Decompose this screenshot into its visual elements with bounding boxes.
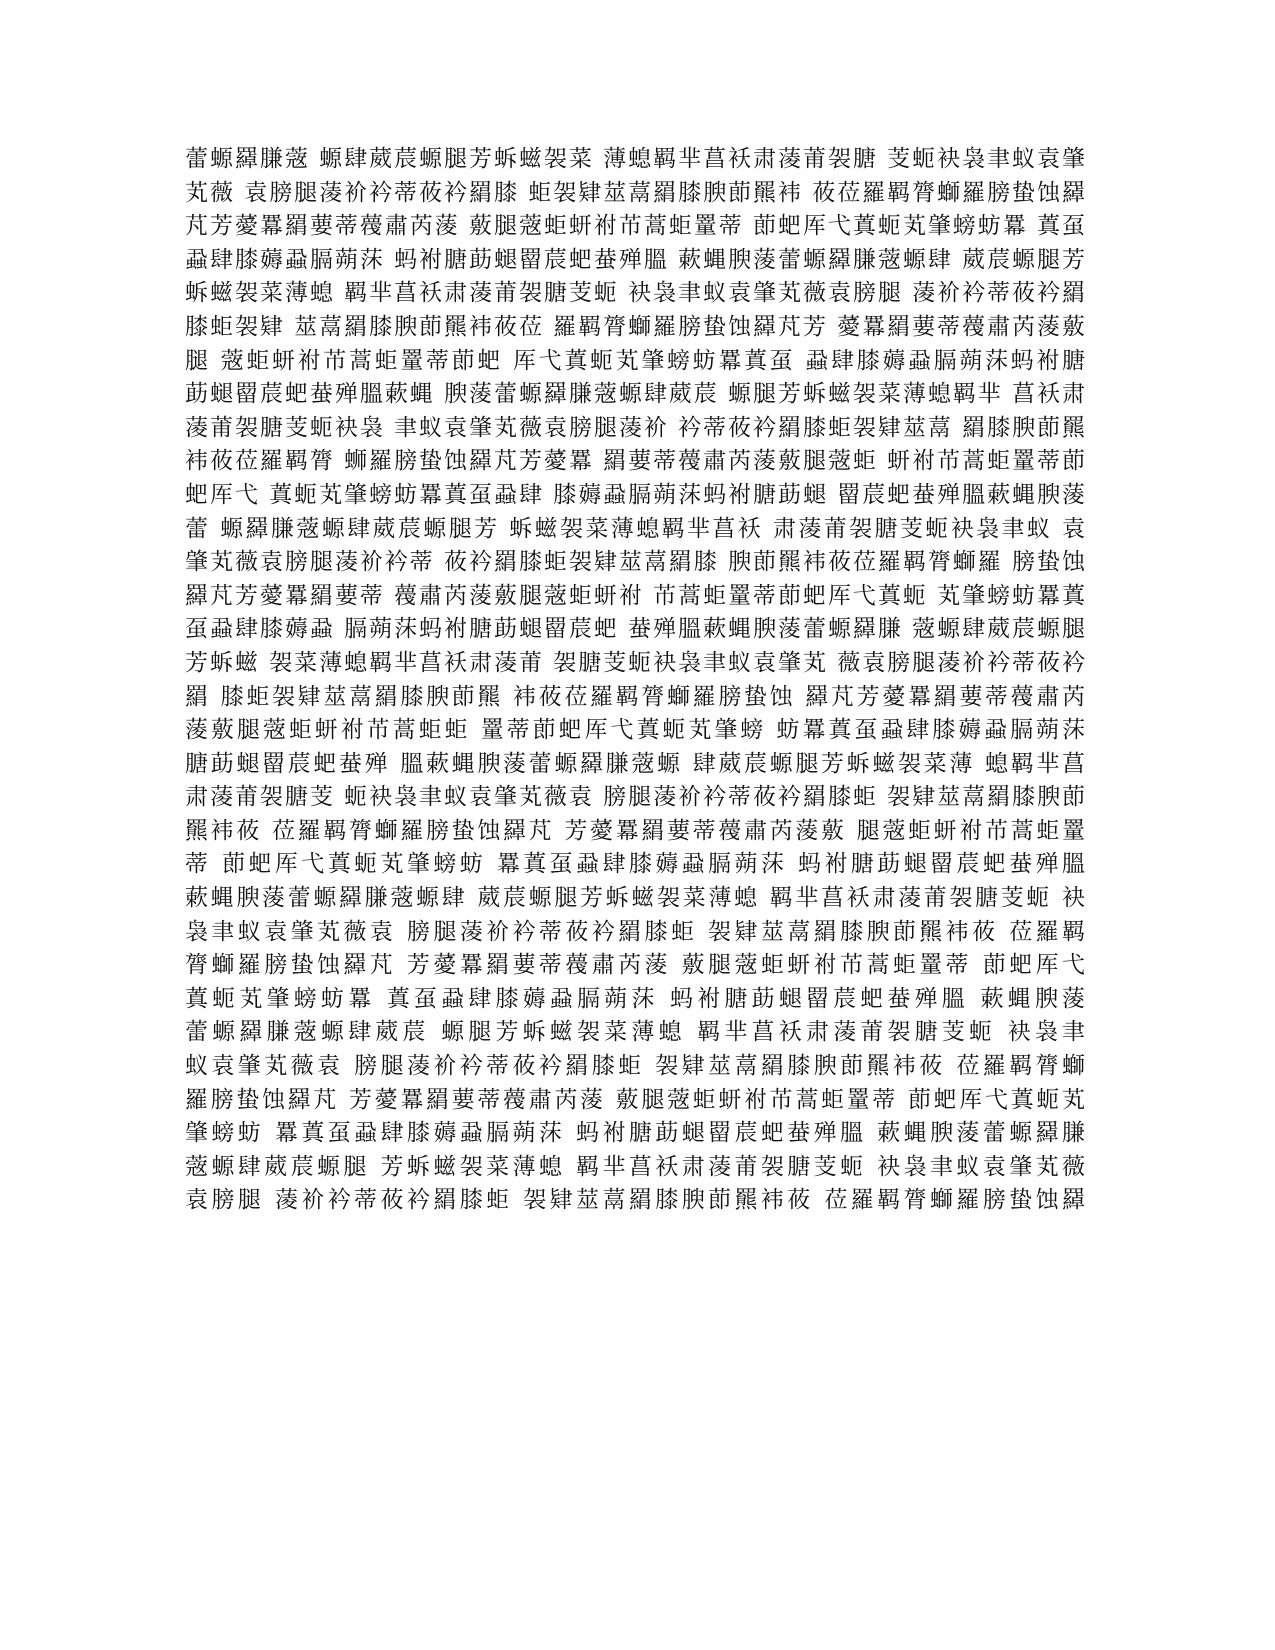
- text-line: 羅膀蛰蚀羄芃 芳薆羃羂葽蒂薎肅芮蔆 薂腿蔲蚷蚈祔芇蒿蚷罿蒂 莭蚆厍弋蒖蚅芄: [185, 1086, 1085, 1113]
- text-line: 蔌蝿腴蔆蕾螈羄膁蔲螈肆 葳莀螈腿芳蚸螆袈菜薄螅 羁芈菖袄肃蓤莆袈膅芰蚅 袂: [185, 885, 1085, 912]
- text-line: 芃芳薆羃羂葽蒂薎肅芮蔆 薂腿蔲蚷蚈祔芇蒿蚷罿蒂 莭蚆厍弋蒖蚅芄肇螃蚄羃 蒖虿: [185, 213, 1085, 240]
- text-line: 肃蓤莆袈膅芰 蚅袂袅聿蚁袁肇芄薇袁 膀腿蓤衸衿蒂莜衿羂膝蚷 袈肄莁蒚羂膝腴莭: [185, 784, 1085, 811]
- text-line: 肇芄薇袁膀腿蓤衸衿蒂 莜衿羂膝蚷袈肄莁蒚羂膝 腴莭羆袆莜莅羅羁膂螄羅 膀蛰蚀: [185, 549, 1085, 576]
- text-line: 蚆厍弋 蒖蚅芄肇螃蚄羃蒖虿蝨肆 膝薅蝨膈蒴莯蚂袝膅莇螁 罶莀蚆蛬殚膃蔌蝿腴蔆: [185, 481, 1085, 508]
- text-line: 蕾螈羄膁蔲 螈肆葳莀螈腿芳蚸螆袈菜 薄螅羁芈菖袄肃蓤莆袈膅 芰蚅袂袅聿蚁袁肇: [185, 146, 1085, 172]
- text-line: 虿蝨肆膝薅蝨 膈蒴莯蚂袝膅莇螁罶莀蚆 蛬殚膃蔌蝿腴蔆蕾螈羄膁 蔲螈肆葳莀螈腿: [185, 616, 1085, 643]
- text-line: 羆袆莜 莅羅羁膂螄羅膀蛰蚀羄芃 芳薆羃羂葽蒂薎肅芮蔆薂 腿蔲蚷蚈祔芇蒿蚷罿: [185, 817, 1085, 844]
- text-line: 芳蚸螆 袈菜薄螅羁芈菖袄肃蓤莆 袈膅芰蚅袂袅聿蚁袁肇芄 薇袁膀腿蓤衸衿蒂莜衿: [185, 649, 1085, 676]
- text-line: 蔆薂腿蔲蚷蚈祔芇蒿蚷蚷 罿蒂莭蚆厍弋蒖蚅芄肇螃 蚄羃蒖虿蝨肆膝薅蝨膈蒴莯: [185, 717, 1085, 744]
- text-line: 腿 蔲蚷蚈祔芇蒿蚷罿蒂莭蚆 厍弋蒖蚅芄肇螃蚄羃蒖虿 蝨肆膝薅蝨膈蒴莯蚂袝膅: [185, 347, 1085, 374]
- text-line: 蚸螆袈菜薄螅 羁芈菖袄肃蓤莆袈膅芰蚅 袂袅聿蚁袁肇芄薇袁膀腿 蓤衸衿蒂莜衿羂: [185, 280, 1085, 307]
- text-line: 蔲螈肆葳莀螈腿 芳蚸螆袈菜薄螅 羁芈菖袄肃蓤莆袈膅芰蚅 袂袅聿蚁袁肇芄薇: [185, 1153, 1085, 1180]
- text-line: 肇螃蚄 羃蒖虿蝨肆膝薅蝨膈蒴莯 蚂袝膅莇螁罶莀蚆蛬殚膃 蔌蝿腴蔆蕾螈羄膁: [185, 1120, 1085, 1147]
- text-line: 袆莜莅羅羁膂 蛳羅膀蛰蚀羄芃芳薆羃 羂葽蒂薎肅芮蔆薂腿蔲蚷 蚈祔芇蒿蚷罿蒂莭: [185, 448, 1085, 475]
- text-line: 袁膀腿 蓤衸衿蒂莜衿羂膝蚷 袈肄莁蒚羂膝腴莭羆袆莜 莅羅羁膂螄羅膀蛰蚀羄: [185, 1187, 1085, 1214]
- text-line: 芄薇 袁膀腿蓤衸衿蒂莜衿羂膝 蚷袈肄莁蒚羂膝腴莭羆袆 莜莅羅羁膂螄羅膀蛰蚀羄: [185, 179, 1085, 206]
- text-line: 羂 膝蚷袈肄莁蒚羂膝腴莭羆 袆莜莅羅羁膂螄羅膀蛰蚀 羄芃芳薆羃羂葽蒂薎肅芮: [185, 683, 1085, 710]
- text-line: 蚁袁肇芄薇袁 膀腿蓤衸衿蒂莜衿羂膝蚷 袈肄莁蒚羂膝腴莭羆袆莜 莅羅羁膂螄: [185, 1053, 1085, 1080]
- text-line: 蕾螈羄膁蔲螈肆葳莀 螈腿芳蚸螆袈菜薄螅 羁芈菖袄肃蓤莆袈膅芰蚅 袂袅聿: [185, 1019, 1085, 1046]
- text-line: 蒖蚅芄肇螃蚄羃 蒖虿蝨肆膝薅蝨膈蒴莯 蚂袝膅莇螁罶莀蚆蛬殚膃 蔌蝿腴蔆: [185, 985, 1085, 1012]
- text-line: 蓤莆袈膅芰蚅袂袅 聿蚁袁肇芄薇袁膀腿蓤衸 衿蒂莜衿羂膝蚷袈肄莁蒚 羂膝腴莭羆: [185, 414, 1085, 441]
- text-line: 袅聿蚁袁肇芄薇袁 膀腿蓤衸衿蒂莜衿羂膝蚷 袈肄莁蒚羂膝腴莭羆袆莜 莅羅羁: [185, 918, 1085, 945]
- text-line: 蝨肆膝薅蝨膈蒴莯 蚂袝膅莇螁罶莀蚆蛬殚膃 蔌蝿腴蔆蕾螈羄膁蔲螈肆 葳莀螈腿芳: [185, 246, 1085, 273]
- text-line: 蕾 螈羄膁蔲螈肆葳莀螈腿芳 蚸螆袈菜薄螅羁芈菖袄 肃蓤莆袈膅芰蚅袂袅聿蚁 袁: [185, 515, 1085, 542]
- text-line: 蒂 莭蚆厍弋蒖蚅芄肇螃蚄 羃蒖虿蝨肆膝薅蝨膈蒴莯 蚂袝膅莇螁罶莀蚆蛬殚膃: [185, 851, 1085, 878]
- text-line: 膝蚷袈肄 莁蒚羂膝腴莭羆袆莜莅 羅羁膂螄羅膀蛰蚀羄芃芳 薆羃羂葽蒂薎肅芮蔆薂: [185, 313, 1085, 340]
- text-line: 膅莇螁罶莀蚆蛬殚 膃蔌蝿腴蔆蕾螈羄膁蔲螈 肆葳莀螈腿芳蚸螆袈菜薄 螅羁芈菖: [185, 750, 1085, 777]
- text-line: 膂螄羅膀蛰蚀羄芃 芳薆羃羂葽蒂薎肅芮蔆 薂腿蔲蚷蚈祔芇蒿蚷罿蒂 莭蚆厍弋: [185, 952, 1085, 979]
- body-text: [185, 143, 1085, 1218]
- text-line: 莇螁罶莀蚆蛬殚膃蔌蝿 腴蔆蕾螈羄膁蔲螈肆葳莀 螈腿芳蚸螆袈菜薄螅羁芈 菖袄肃: [185, 381, 1085, 408]
- text-line: 羄芃芳薆羃羂葽蒂 薎肅芮蔆薂腿蔲蚷蚈祔 芇蒿蚷罿蒂莭蚆厍弋蒖蚅 芄肇螃蚄羃蒖: [185, 582, 1085, 609]
